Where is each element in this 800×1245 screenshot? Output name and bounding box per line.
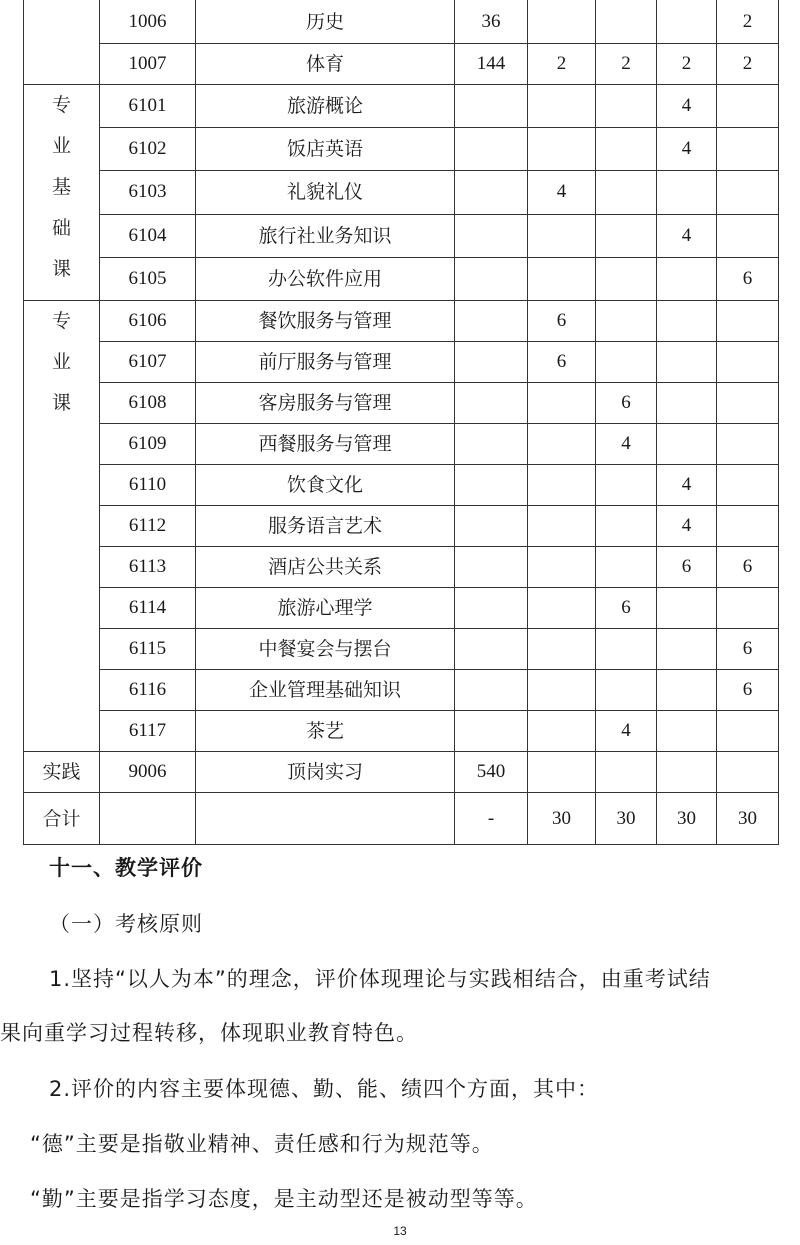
semester-1-hours: 2 <box>528 44 596 85</box>
semester-3-hours: 4 <box>657 85 717 128</box>
semester-2-hours <box>596 128 657 171</box>
course-name: 客房服务与管理 <box>196 383 455 424</box>
semester-3-hours: 4 <box>657 506 717 547</box>
category-char: 课 <box>51 258 71 280</box>
course-hours <box>455 588 528 629</box>
category-cell-practice: 实践 <box>24 752 100 793</box>
category-char: 业 <box>51 351 71 373</box>
semester-4-hours <box>717 342 779 383</box>
course-code: 6103 <box>100 171 196 214</box>
semester-3-hours: 6 <box>657 547 717 588</box>
semester-2-hours <box>596 506 657 547</box>
semester-1-hours <box>528 588 596 629</box>
table-row <box>24 629 779 670</box>
semester-3-hours <box>657 171 717 214</box>
course-name: 酒店公共关系 <box>196 547 455 588</box>
category-char: 课 <box>51 392 71 414</box>
subsection-title: （一）考核原则 <box>49 912 203 936</box>
total-semester-1: 30 <box>528 793 596 845</box>
course-hours <box>455 465 528 506</box>
semester-4-hours <box>717 465 779 506</box>
course-code: 6110 <box>100 465 196 506</box>
semester-2-hours <box>596 301 657 342</box>
course-code: 9006 <box>100 752 196 793</box>
course-name: 办公软件应用 <box>196 257 455 300</box>
course-code: 6113 <box>100 547 196 588</box>
semester-2-hours: 4 <box>596 424 657 465</box>
semester-2-hours <box>596 171 657 214</box>
category-cell-professional <box>24 301 100 752</box>
course-hours <box>455 629 528 670</box>
table-row <box>24 588 779 629</box>
course-code: 6101 <box>100 85 196 128</box>
semester-3-hours <box>657 629 717 670</box>
table-row <box>24 301 779 342</box>
course-name: 茶艺 <box>196 711 455 752</box>
table-row <box>24 85 779 128</box>
semester-1-hours <box>528 424 596 465</box>
course-hours <box>455 128 528 171</box>
semester-4-hours: 6 <box>717 257 779 300</box>
semester-1-hours <box>528 752 596 793</box>
table-row <box>24 44 779 85</box>
course-name: 服务语言艺术 <box>196 506 455 547</box>
semester-4-hours: 6 <box>717 547 779 588</box>
semester-1-hours <box>528 257 596 300</box>
course-code: 6104 <box>100 214 196 257</box>
course-hours <box>455 301 528 342</box>
course-hours <box>455 506 528 547</box>
semester-3-hours: 4 <box>657 465 717 506</box>
semester-4-hours <box>717 85 779 128</box>
semester-3-hours <box>657 424 717 465</box>
table-row <box>24 257 779 300</box>
semester-3-hours <box>657 301 717 342</box>
course-code: 6115 <box>100 629 196 670</box>
semester-1-hours <box>528 711 596 752</box>
course-hours: 144 <box>455 44 528 85</box>
semester-2-hours: 6 <box>596 383 657 424</box>
semester-3-hours <box>657 752 717 793</box>
semester-3-hours <box>657 342 717 383</box>
semester-2-hours <box>596 670 657 711</box>
course-name: 饮食文化 <box>196 465 455 506</box>
semester-4-hours <box>717 383 779 424</box>
semester-2-hours <box>596 342 657 383</box>
table-row <box>24 711 779 752</box>
paragraph-1-line-2: 果向重学习过程转移，体现职业教育特色。 <box>0 1021 418 1045</box>
paragraph-1-line-1: 1.坚持“以人为本”的理念，评价体现理论与实践相结合，由重考试结 <box>49 967 711 991</box>
course-code: 6116 <box>100 670 196 711</box>
paragraph-4: “勤”主要是指学习态度，是主动型还是被动型等等。 <box>30 1187 538 1211</box>
page-number: 13 <box>393 1224 407 1238</box>
table-row <box>24 670 779 711</box>
semester-3-hours <box>657 711 717 752</box>
table-body <box>24 0 779 845</box>
category-char: 专 <box>51 310 71 332</box>
course-name: 顶岗实习 <box>196 752 455 793</box>
course-name: 旅游心理学 <box>196 588 455 629</box>
section-title: 十一、教学评价 <box>49 856 203 880</box>
semester-4-hours <box>717 301 779 342</box>
semester-3-hours <box>657 257 717 300</box>
table-row <box>24 0 779 44</box>
category-char: 业 <box>51 135 71 157</box>
semester-2-hours: 2 <box>596 44 657 85</box>
course-code: 6107 <box>100 342 196 383</box>
course-hours <box>455 85 528 128</box>
semester-1-hours: 6 <box>528 301 596 342</box>
table-row <box>24 383 779 424</box>
semester-4-hours <box>717 424 779 465</box>
semester-1-hours <box>528 465 596 506</box>
total-semester-4: 30 <box>717 793 779 845</box>
table-row <box>24 342 779 383</box>
semester-1-hours <box>528 128 596 171</box>
course-hours <box>455 171 528 214</box>
course-hours <box>455 711 528 752</box>
semester-4-hours <box>717 506 779 547</box>
course-hours <box>455 424 528 465</box>
table-row <box>24 424 779 465</box>
semester-4-hours <box>717 171 779 214</box>
category-char: 专 <box>51 94 71 116</box>
semester-3-hours <box>657 0 717 44</box>
semester-1-hours: 6 <box>528 342 596 383</box>
category-char: 础 <box>51 217 71 239</box>
semester-2-hours <box>596 214 657 257</box>
course-hours <box>455 383 528 424</box>
total-semester-2: 30 <box>596 793 657 845</box>
semester-3-hours: 2 <box>657 44 717 85</box>
semester-4-hours <box>717 588 779 629</box>
course-code: 6108 <box>100 383 196 424</box>
course-name: 饭店英语 <box>196 128 455 171</box>
table-row <box>24 214 779 257</box>
semester-1-hours <box>528 0 596 44</box>
semester-1-hours <box>528 506 596 547</box>
total-hours: - <box>455 793 528 845</box>
semester-2-hours <box>596 752 657 793</box>
course-hours <box>455 670 528 711</box>
course-hours <box>455 214 528 257</box>
category-char: 基 <box>51 176 71 198</box>
semester-3-hours <box>657 588 717 629</box>
course-code: 6109 <box>100 424 196 465</box>
table-row <box>24 128 779 171</box>
semester-2-hours <box>596 0 657 44</box>
course-name: 旅游概论 <box>196 85 455 128</box>
semester-4-hours: 6 <box>717 670 779 711</box>
course-code: 1006 <box>100 0 196 44</box>
semester-3-hours <box>657 383 717 424</box>
course-name: 企业管理基础知识 <box>196 670 455 711</box>
table-row <box>24 547 779 588</box>
category-cell-professional-basic <box>24 85 100 301</box>
semester-1-hours <box>528 85 596 128</box>
semester-4-hours <box>717 752 779 793</box>
category-cell-general <box>24 0 100 85</box>
table-row <box>24 752 779 793</box>
course-code: 1007 <box>100 44 196 85</box>
semester-2-hours: 4 <box>596 711 657 752</box>
course-hours: 540 <box>455 752 528 793</box>
semester-2-hours <box>596 547 657 588</box>
course-name: 礼貌礼仪 <box>196 171 455 214</box>
course-name: 体育 <box>196 44 455 85</box>
course-code: 6117 <box>100 711 196 752</box>
table-row <box>24 465 779 506</box>
paragraph-3: “德”主要是指敬业精神、责任感和行为规范等。 <box>30 1132 494 1156</box>
semester-4-hours: 2 <box>717 0 779 44</box>
semester-4-hours: 2 <box>717 44 779 85</box>
course-hours <box>455 342 528 383</box>
course-code: 6102 <box>100 128 196 171</box>
course-name: 中餐宴会与摆台 <box>196 629 455 670</box>
semester-1-hours <box>528 670 596 711</box>
semester-3-hours: 4 <box>657 214 717 257</box>
total-label: 合计 <box>24 793 100 845</box>
semester-1-hours: 4 <box>528 171 596 214</box>
semester-2-hours <box>596 257 657 300</box>
semester-2-hours <box>596 465 657 506</box>
table-row <box>24 506 779 547</box>
course-hours: 36 <box>455 0 528 44</box>
table-total-row <box>24 793 779 845</box>
course-name: 历史 <box>196 0 455 44</box>
semester-2-hours: 6 <box>596 588 657 629</box>
semester-1-hours <box>528 214 596 257</box>
course-code: 6106 <box>100 301 196 342</box>
paragraph-2: 2.评价的内容主要体现德、勤、能、绩四个方面，其中： <box>49 1077 600 1101</box>
course-code: 6105 <box>100 257 196 300</box>
total-code-empty <box>100 793 196 845</box>
semester-3-hours: 4 <box>657 128 717 171</box>
total-name-empty <box>196 793 455 845</box>
semester-4-hours <box>717 711 779 752</box>
semester-4-hours <box>717 128 779 171</box>
course-hours <box>455 257 528 300</box>
course-code: 6114 <box>100 588 196 629</box>
semester-3-hours <box>657 670 717 711</box>
course-schedule-table <box>23 0 779 845</box>
semester-4-hours <box>717 214 779 257</box>
course-name: 前厅服务与管理 <box>196 342 455 383</box>
semester-1-hours <box>528 629 596 670</box>
semester-2-hours <box>596 85 657 128</box>
semester-1-hours <box>528 547 596 588</box>
course-hours <box>455 547 528 588</box>
total-semester-3: 30 <box>657 793 717 845</box>
semester-4-hours: 6 <box>717 629 779 670</box>
semester-2-hours <box>596 629 657 670</box>
semester-1-hours <box>528 383 596 424</box>
course-code: 6112 <box>100 506 196 547</box>
course-name: 旅行社业务知识 <box>196 214 455 257</box>
table-row <box>24 171 779 214</box>
course-name: 餐饮服务与管理 <box>196 301 455 342</box>
course-name: 西餐服务与管理 <box>196 424 455 465</box>
